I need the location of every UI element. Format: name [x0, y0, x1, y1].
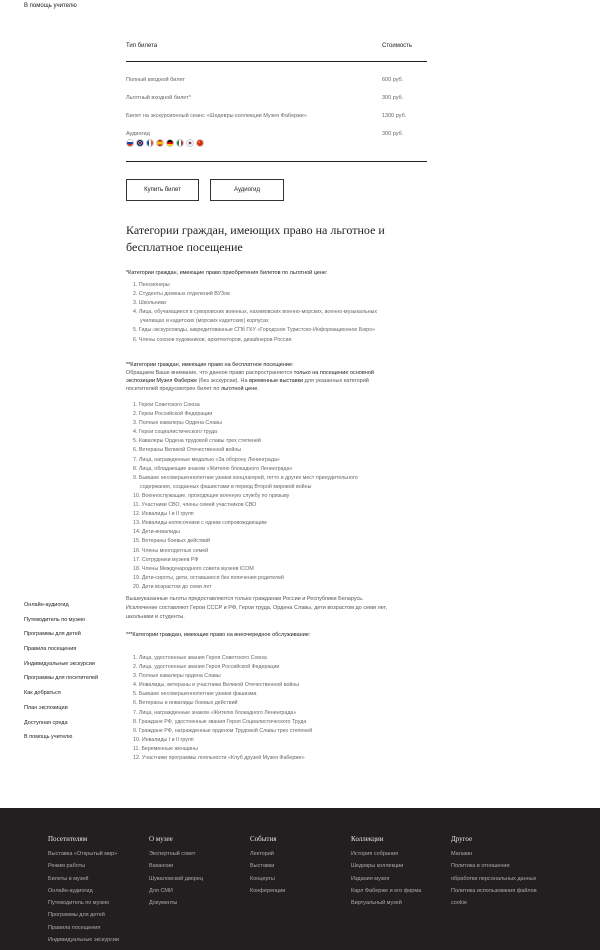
footer-column-visitors — [48, 835, 119, 949]
sidebar-nav — [24, 602, 98, 749]
list-item: 3. Полные кавалеры ордена Славы — [133, 673, 221, 680]
sidebar-item-kids-programs[interactable]: Программы для детей — [24, 631, 81, 638]
discount-list — [133, 281, 433, 345]
buy-ticket-button[interactable]: Купить билет — [126, 179, 199, 201]
footer-link[interactable]: Лекторий — [250, 851, 274, 857]
footer-link[interactable]: cookie — [451, 900, 467, 907]
list-item: 4. Герои социалистического труда — [133, 429, 218, 436]
list-item: 11. Беременные женщины — [133, 745, 198, 752]
ticket-price: 300 руб. — [382, 95, 404, 101]
list-item: 16. Члены многодетных семей — [133, 547, 209, 554]
list-item: содержания, созданных фашистами в период Второй мировой войны — [140, 483, 312, 490]
footer-link[interactable]: Карл Фаберже и его фирма — [351, 887, 422, 894]
list-item: 9. Граждане РФ, награжденные орденом Трудовой Славы трех степеней — [133, 727, 313, 734]
sidebar-item-exhibition-plan[interactable]: План экспозиции — [24, 704, 68, 711]
footer-link[interactable]: Конференции — [250, 887, 286, 894]
list-item: 17. Сотрудники музеев РФ — [133, 556, 199, 563]
footer-link[interactable]: Индивидуальные экскурсии — [48, 937, 120, 944]
ticket-name: Билет на экскурсионный сеанс «Шедевры коллекции Музея Фаберже» — [126, 113, 307, 119]
footer-link[interactable]: Политика использования файлов — [451, 887, 537, 894]
footer-link[interactable]: Правила посещения — [48, 924, 101, 931]
ticket-name: Полный входной билет — [126, 77, 185, 83]
price-header: Стоимость — [382, 43, 413, 49]
section-title: Категории граждан, имеющих право на льготное и бесплатное посещение — [126, 223, 385, 254]
footer-link[interactable]: Онлайн-аудиогид — [48, 887, 93, 894]
ticket-price: 1300 руб. — [382, 113, 407, 119]
list-item: 6. Ветераны Великой Отечественной войны — [133, 447, 242, 454]
list-item: 12. Инвалиды I и II групп — [133, 511, 194, 518]
sidebar-item-visitor-programs[interactable]: Программы для посетителей — [24, 675, 99, 682]
footer-column-events — [250, 835, 285, 900]
footer-column-title: О музее — [149, 835, 173, 843]
ticket-name: Аудиогид — [126, 131, 150, 137]
list-item: 1. Лица, удостоенные звания Героя Советского Союза — [133, 655, 267, 661]
sidebar-item-museum-guide[interactable]: Путеводитель по музею — [24, 616, 86, 623]
footnote-line: Исключение составляют Герои СССР и РФ, Герои труда, Ордена Славы, дети возрастом до семи лет, — [126, 605, 387, 611]
footer-link[interactable]: Политика в отношении — [451, 863, 510, 870]
footer-link[interactable]: Выставки — [250, 863, 275, 870]
list-item: 1. Герои Советского Союза — [133, 402, 200, 408]
priority-heading: ***Категории граждан, имеющие право на внеочередное обслуживание: — [126, 632, 311, 638]
list-item: 15. Ветераны боевых действий — [133, 538, 211, 545]
sidebar-item-individual-tours[interactable]: Индивидуальные экскурсии — [24, 660, 96, 667]
footer-column-title: События — [250, 835, 277, 843]
sidebar-item-accessibility[interactable]: Доступная среда — [24, 719, 68, 726]
list-item: 20. Дети возрастом до семи лет — [133, 583, 212, 590]
sidebar-item-teacher-help[interactable]: В помощь учителю — [24, 734, 73, 741]
russian-flag-icon[interactable] — [126, 139, 134, 147]
footer-link[interactable]: История собрания — [351, 851, 399, 857]
footnote-line: школьники и студенты. — [126, 614, 185, 620]
ticket-row — [126, 89, 427, 107]
free-heading: **Категории граждан, имеющие право на бесплатное посещение: — [126, 362, 294, 368]
footer-link[interactable]: Шедевры коллекции — [351, 863, 404, 870]
footer-link[interactable]: Для СМИ — [149, 887, 173, 894]
list-item: 2. Студенты дневных отделений ВУЗов — [133, 291, 230, 298]
footer-link[interactable]: Путеводитель по музею — [48, 900, 110, 907]
footer-link[interactable]: Шуваловский дворец — [149, 875, 204, 882]
footer-link[interactable]: обработки персональных данных — [451, 875, 537, 882]
list-item: 8. Лица, обладающие знаком «Жителю блокадного Ленинграда» — [133, 465, 293, 472]
footer-link[interactable]: Документы — [149, 900, 178, 907]
list-item: 5. Бывшие несовершеннолетние узники фашизма — [133, 691, 257, 698]
footer-link[interactable]: Издания музея — [351, 875, 390, 882]
list-item: 19. Дети-сироты, дети, оставшиеся без попечения родителей — [133, 574, 284, 581]
priority-list — [133, 654, 433, 763]
footer-column-title: Другое — [451, 835, 473, 843]
list-item: 11. Участники СВО, члены семей участников СВО — [133, 502, 257, 509]
ticket-row — [126, 107, 427, 125]
list-item: 10. Военнослужащие, проходящие военную службу по призыву — [133, 492, 290, 499]
list-item: 5. Кавалеры Ордена трудовой славы трех степеней — [133, 438, 261, 445]
footer-link[interactable]: Билеты в музей — [48, 875, 89, 882]
footnote-line: Вышеуказанные льготы предоставляются только гражданам России и Республики Беларусь. — [126, 596, 364, 602]
free-note-line: посетителей предусмотрен билет по льготной цене. — [126, 386, 259, 392]
free-note-line: экспозиции Музея Фаберже (без экскурсии). На временные выставки для указанных категорий — [126, 378, 369, 384]
table-divider — [126, 161, 427, 162]
list-item: 2. Лица, удостоенные звания Героя Российской Федерации — [133, 664, 280, 671]
list-item: 7. Лица, награжденные медалью «За оборону Ленинграда» — [133, 456, 280, 463]
audioguide-language-flags — [126, 139, 204, 147]
footer-column-title: Коллекции — [351, 835, 384, 843]
list-item: 1. Пенсионеры — [133, 282, 170, 288]
footer-link[interactable]: Режим работы — [48, 863, 86, 870]
list-item: 6. Ветераны и инвалиды боевых действий — [133, 700, 238, 707]
list-item: 5. Гиды-экскурсоводы, аккредитованные СПб ГКУ «Городское Туристско-Информационное Бюро» — [133, 327, 376, 334]
free-list — [133, 401, 433, 592]
footer-link[interactable]: Выставка «Открытый мир» — [48, 851, 118, 857]
footer-column-collections — [351, 835, 421, 912]
footer-link[interactable]: Вакансии — [149, 863, 174, 870]
free-entry-block — [126, 361, 436, 393]
footer-column-other — [451, 835, 537, 912]
list-item: 7. Лица, награжденные знаком «Жителю блокадного Ленинграда» — [133, 709, 297, 716]
footer-link[interactable]: Магазин — [451, 851, 473, 857]
list-item: 12. Участники программы лояльности «Клуб друзей Музея Фаберже» — [133, 755, 305, 762]
list-item: 6. Члены союзов художников, архитекторов, дизайнеров России — [133, 336, 292, 343]
german-flag-icon[interactable] — [166, 139, 174, 147]
italian-flag-icon[interactable] — [176, 139, 184, 147]
ticket-table-header — [126, 40, 427, 62]
uk-flag-icon[interactable] — [136, 139, 144, 147]
ticket-price: 600 руб. — [382, 77, 404, 83]
footer-link[interactable]: Виртуальный музей — [351, 900, 402, 907]
footer-link[interactable]: Экспертный совет — [149, 851, 196, 857]
sidebar-item-online-audioguide[interactable]: Онлайн-аудиогид — [24, 602, 69, 608]
list-item: 10. Инвалиды I и II групп — [133, 736, 194, 743]
list-item: 18. Члены Международного совета музеев ICOM — [133, 565, 254, 572]
ticket-type-header: Тип билета — [126, 43, 158, 49]
free-note-line: Обращаем Ваше внимание, что данное право распространяется только на посещение основной — [126, 370, 374, 376]
list-item: 3. Школьники — [133, 300, 166, 307]
ticket-name: Льготный входной билет* — [126, 95, 191, 101]
spanish-flag-icon[interactable] — [156, 139, 164, 147]
list-item: 9. Бывшие несовершеннолетние узники концлагерей, гетто и других мест принудительного — [133, 474, 358, 481]
discount-heading: *Категории граждан, имеющие право приобретения билетов по льготной цене: — [126, 270, 328, 276]
list-item: училищах и кадетских (морских кадетских) корпусах — [140, 318, 269, 325]
list-item: 13. Инвалиды-колясочники с одним сопровождающим — [133, 520, 267, 527]
list-item: 4. Лица, обучающиеся в суворовских военных, нахимовских военно-морских, военно-музыкальных — [133, 309, 378, 316]
free-footnote — [126, 595, 436, 622]
ticket-price: 300 руб. — [382, 131, 404, 137]
sidebar-link-teacher-help[interactable]: В помощь учителю — [24, 3, 77, 9]
korean-flag-icon[interactable] — [186, 139, 194, 147]
list-item: 8. Граждане РФ, удостоенные звания Героя Социалистического Труда — [133, 718, 307, 725]
list-item: 2. Герои Российской Федерации — [133, 411, 213, 418]
list-item: 14. Дети-инвалиды — [133, 529, 180, 536]
footer-link[interactable]: Программы для детей — [48, 912, 105, 919]
ticket-price-table — [126, 40, 427, 143]
footer-column-about — [149, 835, 203, 912]
list-item: 3. Полные кавалеры Ордена Славы — [133, 420, 222, 427]
footer-column-title: Посетителям — [48, 835, 88, 843]
sidebar-item-visit-rules[interactable]: Правила посещения — [24, 646, 77, 653]
french-flag-icon[interactable] — [146, 139, 154, 147]
list-item: 4. Инвалиды, ветераны и участники Великой Отечественной войны — [133, 682, 300, 689]
footer-link[interactable]: Концерты — [250, 875, 275, 882]
audioguide-button[interactable]: Аудиогид — [210, 179, 284, 201]
sidebar-item-directions[interactable]: Как добраться — [24, 690, 61, 697]
chinese-flag-icon[interactable] — [196, 139, 204, 147]
ticket-row — [126, 71, 427, 89]
